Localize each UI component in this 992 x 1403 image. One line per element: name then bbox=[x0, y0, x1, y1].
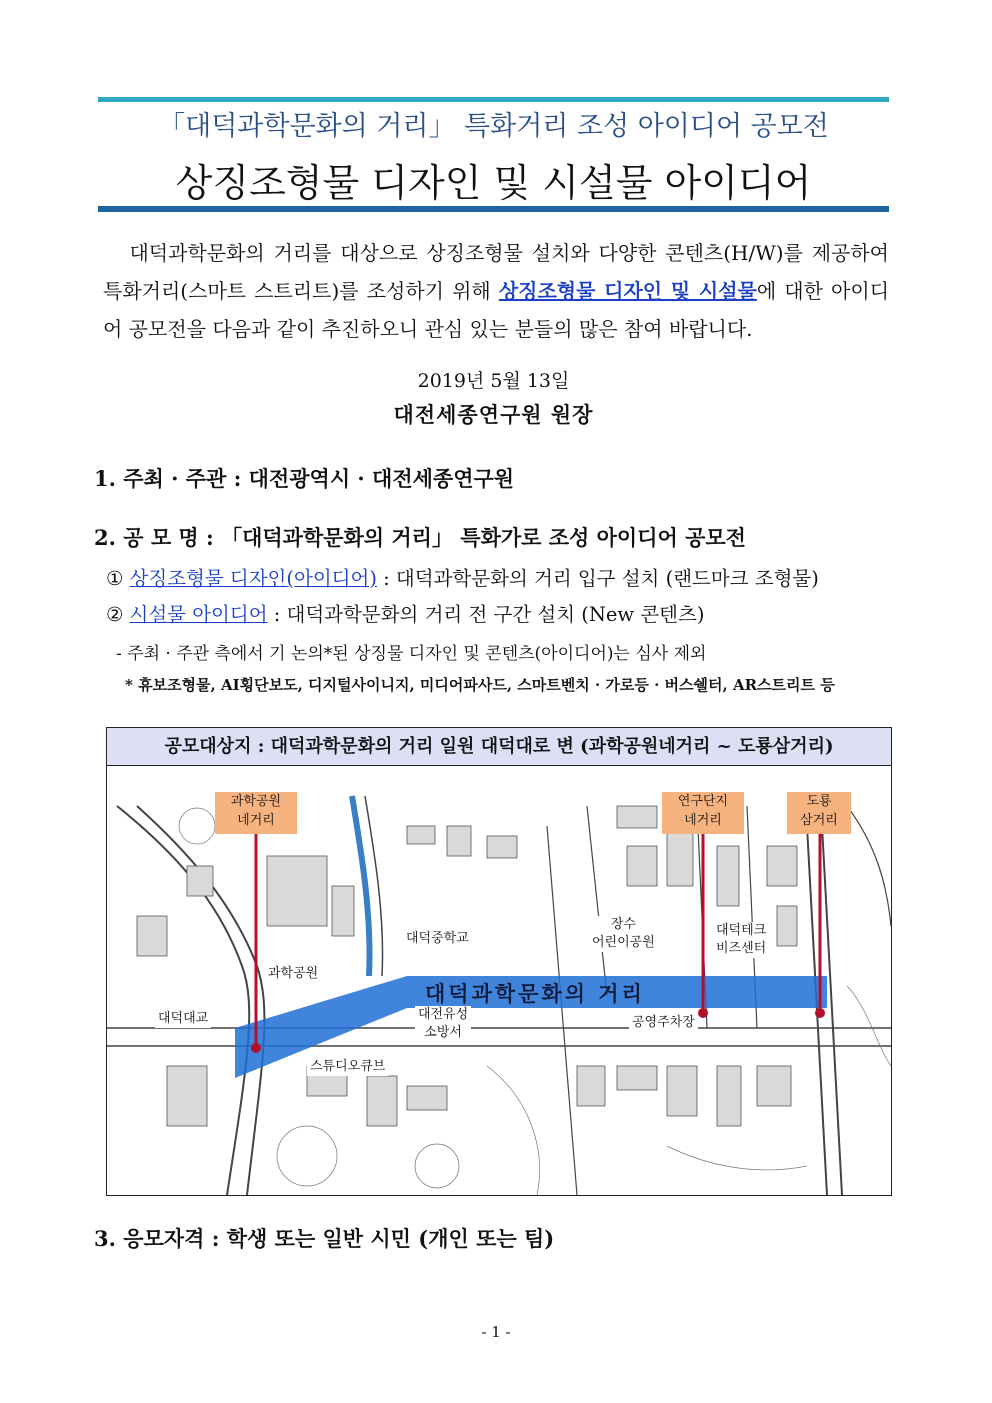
item-description: : 대덕과학문화의 거리 전 구간 설치 (New 콘텐츠) bbox=[267, 603, 705, 626]
label-science-park: 과학공원 bbox=[265, 965, 321, 983]
issuing-organization: 대전세종연구원 원장 bbox=[393, 402, 594, 427]
exclusion-note: - 주최 · 주관 측에서 기 논의*된 상징물 디자인 및 콘텐츠(아이디어)는 심사 제외 bbox=[116, 644, 707, 664]
header-rule-top bbox=[98, 97, 889, 102]
label-kids-park bbox=[589, 916, 658, 952]
label-line: 어린이공원 bbox=[592, 935, 655, 950]
pin-label-line1: 도룡 bbox=[806, 794, 832, 809]
label-public-parking: 공영주차장 bbox=[629, 1014, 698, 1032]
section-organizers: 1. 주최 · 주관 : 대전광역시 · 대전세종연구원 bbox=[94, 466, 515, 491]
label-daedeok-bridge: 대덕대교 bbox=[155, 1010, 211, 1028]
document-title: 상징조형물 디자인 및 시설물 아이디어 bbox=[175, 161, 812, 205]
section-contest-name: 2. 공 모 명 : 「대덕과학문화의 거리」 특화가로 조성 아이디어 공모전 bbox=[94, 525, 746, 550]
pin-label-line1: 과학공원 bbox=[230, 794, 282, 809]
label-line: 소방서 bbox=[424, 1025, 462, 1040]
header-rule-bottom bbox=[98, 206, 889, 212]
pin-label-line2: 네거리 bbox=[684, 813, 722, 828]
intro-paragraph bbox=[103, 234, 889, 348]
section-eligibility: 3. 응모자격 : 학생 또는 일반 시민 (개인 또는 팀) bbox=[94, 1226, 555, 1251]
item-label: 시설물 아이디어 bbox=[129, 603, 268, 626]
intro-text-1: 대덕과학문화의 거리를 대상으로 상징조형물 설치와 다양한 콘텐츠(H/W)를 제공하여 특화거리(스마트 스트리트)를 조성하기 위해 bbox=[103, 241, 890, 303]
label-techno-biz-center bbox=[713, 922, 769, 958]
examples-note: * 휴보조형물, AI횡단보도, 디지털사이니지, 미디어파사드, 스마트벤치 · 가로등 · 버스쉘터, AR스트리트 등 bbox=[125, 676, 835, 694]
site-map-box bbox=[106, 727, 892, 1196]
label-fire-station bbox=[415, 1006, 471, 1042]
item-number: ① bbox=[106, 567, 124, 590]
intro-text-2: 에 대한 아이디어 공모전을 다음과 같이 추진하오니 관심 있는 분들의 많은 참여 바랍니다. bbox=[103, 279, 890, 341]
page-number: - 1 - bbox=[481, 1323, 511, 1341]
contest-item-2 bbox=[106, 599, 704, 627]
site-map bbox=[107, 766, 891, 1195]
pin-label-line1: 연구단지 bbox=[677, 794, 729, 809]
item-number: ② bbox=[106, 603, 124, 626]
pin-label-line2: 삼거리 bbox=[800, 813, 838, 828]
announcement-date: 2019년 5월 13일 bbox=[417, 370, 570, 392]
pin-research-complex-intersection bbox=[662, 792, 744, 834]
item-description: : 대덕과학문화의 거리 입구 설치 (랜드마크 조형물) bbox=[376, 567, 819, 590]
label-line: 대덕테크 bbox=[716, 923, 767, 938]
document-subtitle: 「대덕과학문화의 거리」 특화거리 조성 아이디어 공모전 bbox=[158, 111, 829, 142]
pin-label-line2: 네거리 bbox=[237, 813, 275, 828]
contest-item-1 bbox=[106, 563, 819, 591]
pin-science-park-intersection bbox=[215, 792, 297, 834]
label-studio-cube: 스튜디오큐브 bbox=[307, 1058, 388, 1076]
pin-doryong-junction bbox=[787, 792, 851, 834]
street-name-label: 대덕과학문화의 거리 bbox=[425, 982, 645, 1006]
label-line: 비즈센터 bbox=[716, 941, 767, 956]
label-line: 대전유성 bbox=[418, 1007, 469, 1022]
label-line: 장수 bbox=[610, 917, 636, 932]
label-middle-school: 대덕중학교 bbox=[403, 930, 472, 948]
item-label: 상징조형물 디자인(아이디어) bbox=[129, 567, 377, 590]
map-header: 공모대상지 : 대덕과학문화의 거리 일원 대덕대로 변 (과학공원네거리 ~ 도룡삼거리) bbox=[107, 728, 891, 766]
intro-highlight: 상징조형물 디자인 및 시설물 bbox=[498, 279, 757, 303]
